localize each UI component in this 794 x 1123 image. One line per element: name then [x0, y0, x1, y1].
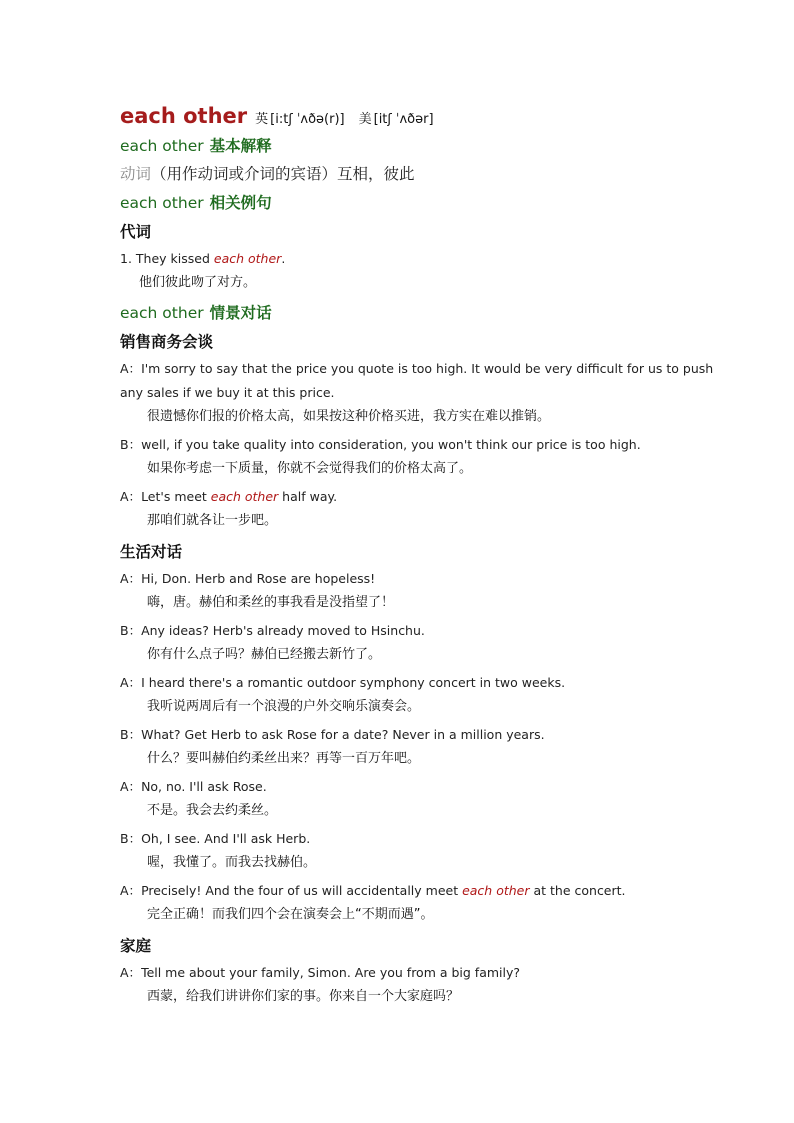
us-label: 美: [358, 112, 372, 127]
dialog-translation: 你有什么点子吗？赫伯已经搬去新竹了。: [147, 647, 382, 662]
section-word: each other: [120, 194, 204, 212]
dialog-speaker: A：: [120, 965, 142, 980]
example-category: 代词: [120, 223, 152, 241]
highlight-term: each other: [213, 251, 282, 266]
dialog-text-end: at the concert.: [529, 883, 626, 898]
dialog-text: Let's meet: [141, 489, 211, 504]
dialog-speaker: A：: [120, 361, 142, 376]
dialog-line: [120, 723, 720, 747]
section-word: each other: [120, 137, 204, 155]
dialog-category: 家庭: [120, 937, 152, 955]
dialog-translation: 什么？要叫赫伯约柔丝出来？再等一百万年吧。: [147, 751, 421, 766]
section-label: 基本解释: [209, 137, 272, 155]
dialog-text: No, no. I'll ask Rose.: [141, 779, 267, 794]
uk-label: 英: [255, 112, 269, 127]
dialog-speaker: A：: [120, 571, 142, 586]
dialog-translation: 不是。我会去约柔丝。: [147, 803, 278, 818]
dialog-text: Any ideas? Herb's already moved to Hsinchu.: [141, 623, 425, 638]
dialog-line: [120, 827, 720, 851]
example-translation: 他们彼此吻了对方。: [139, 275, 257, 290]
dialog-sections: [120, 327, 720, 1009]
us-phonetic: [itʃ ˈʌðər]: [373, 112, 434, 127]
dialog-speaker: B：: [120, 437, 142, 452]
dialog-speaker: A：: [120, 883, 142, 898]
dialog-text: Oh, I see. And I'll ask Herb.: [141, 831, 311, 846]
dictionary-entry: [120, 104, 720, 1013]
dialog-text: I'm sorry to say that the price you quote is too high. It would be very difficult for us to push any sales if we buy it at this price.: [120, 361, 714, 400]
dialog-line: [120, 485, 720, 509]
dialog-line: [120, 775, 720, 799]
definition-text: （用作动词或介词的宾语）互相，彼此: [151, 165, 415, 183]
dialog-translation: 嗨，唐。赫伯和柔丝的事我看是没指望了！: [147, 595, 395, 610]
section-label: 相关例句: [209, 194, 272, 212]
example-number: 1.: [120, 251, 132, 266]
section-word: each other: [120, 304, 204, 322]
example-item: [120, 247, 720, 295]
dialog-translation: 如果你考虑一下质量，你就不会觉得我们的价格太高了。: [147, 461, 473, 476]
dialog-line: [120, 879, 720, 903]
highlight-term: each other: [210, 489, 279, 504]
dialog-speaker: B：: [120, 623, 142, 638]
dialog-text-end: half way.: [278, 489, 338, 504]
uk-phonetic: [i:tʃ ˈʌðə(r)]: [270, 112, 345, 127]
headword: each other: [120, 104, 248, 128]
example-sentence: [120, 247, 720, 271]
dialog-text: What? Get Herb to ask Rose for a date? Never in a million years.: [141, 727, 545, 742]
dialog-translation: 那咱们就各让一步吧。: [147, 513, 278, 528]
dialog-speaker: A：: [120, 489, 142, 504]
dialog-text: Tell me about your family, Simon. Are you from a big family?: [141, 965, 521, 980]
dialog-translation: 我听说两周后有一个浪漫的户外交响乐演奏会。: [147, 699, 421, 714]
definition: [120, 160, 720, 189]
dialog-category: 销售商务会谈: [120, 333, 214, 351]
entry-header: [120, 104, 720, 132]
dialog-category: 生活对话: [120, 543, 183, 561]
part-of-speech: 动词: [120, 165, 152, 183]
example-text: They kissed: [135, 251, 210, 266]
dialog-translation: 很遗憾你们报的价格太高，如果按这种价格买进，我方实在难以推销。: [147, 409, 551, 424]
dialog-line: [120, 961, 720, 985]
dialog-text: Hi, Don. Herb and Rose are hopeless!: [141, 571, 376, 586]
highlight-term: each other: [462, 883, 530, 898]
dialog-line: [120, 619, 720, 643]
dialog-text: I heard there's a romantic outdoor symphony concert in two weeks.: [141, 675, 566, 690]
dialog-speaker: B：: [120, 727, 142, 742]
examples-section-title: [120, 189, 720, 217]
dialog-text: well, if you take quality into consideration, you won't think our price is too high.: [141, 437, 641, 452]
dialog-line: [120, 567, 720, 591]
dialogs-section-title: [120, 299, 720, 327]
basic-section-title: [120, 132, 720, 160]
dialog-line: [120, 357, 720, 405]
dialog-line: [120, 433, 720, 457]
dialog-speaker: A：: [120, 779, 142, 794]
dialog-speaker: B：: [120, 831, 142, 846]
dialog-translation: 喔，我懂了。而我去找赫伯。: [147, 855, 317, 870]
dialog-text: Precisely! And the four of us will accidentally meet: [141, 883, 463, 898]
section-label: 情景对话: [209, 304, 272, 322]
dialog-line: [120, 671, 720, 695]
example-text-end: .: [281, 251, 286, 266]
dialog-speaker: A：: [120, 675, 142, 690]
dialog-translation: 完全正确！而我们四个会在演奏会上“不期而遇”。: [147, 907, 434, 922]
dialog-translation: 西蒙，给我们讲讲你们家的事。你来自一个大家庭吗？: [147, 989, 460, 1004]
